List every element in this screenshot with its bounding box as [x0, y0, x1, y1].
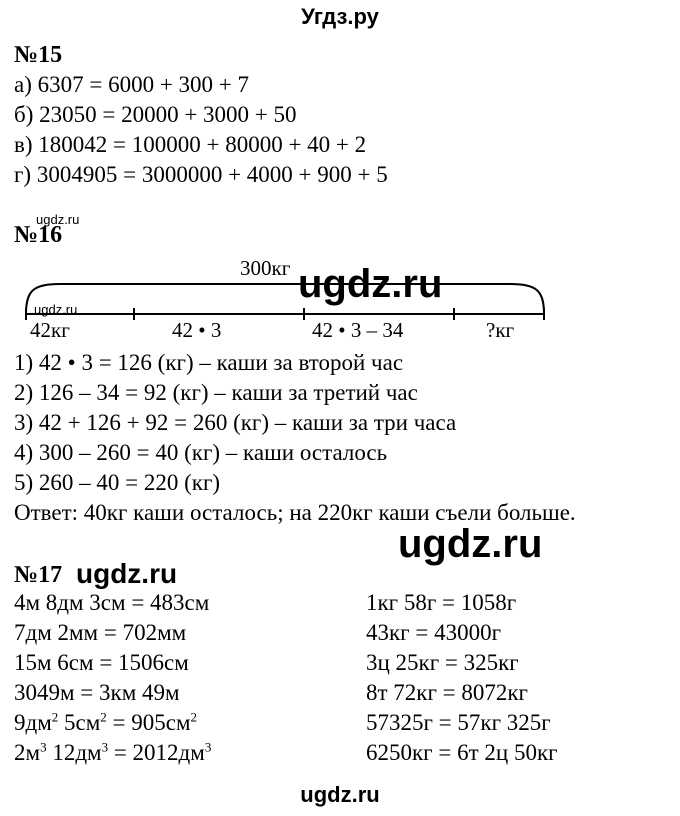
p15-line-g: г) 3004905 = 3000000 + 4000 + 900 + 5 — [14, 162, 388, 187]
p17-right-6: 6250кг = 6т 2ц 50кг — [366, 740, 558, 765]
segment-label-2: 42 • 3 — [172, 318, 222, 342]
watermark-large: ugdz.ru — [298, 262, 443, 306]
watermark-small: ugdz.ru — [36, 212, 80, 227]
segment-label-1: 42кг — [30, 318, 70, 342]
segment-label-3: 42 • 3 – 34 — [312, 318, 404, 342]
problem-17-title: №17 — [14, 562, 63, 588]
segment-label-4: ?кг — [486, 318, 515, 342]
p17-right-4: 8т 72кг = 8072кг — [366, 680, 528, 705]
p15-line-b: б) 23050 = 20000 + 3000 + 50 — [14, 102, 297, 127]
p16-step-4: 4) 300 – 260 = 40 (кг) – каши осталось — [14, 440, 388, 465]
p17-left-6: $2м^3$ $12дм^3 = 2012дм^3$ — [14, 739, 212, 765]
p16-step-3: 3) 42 + 126 + 92 = 260 (кг) – каши за три часа — [14, 410, 457, 435]
diagram-brace — [26, 284, 544, 314]
watermark-small: ugdz.ru — [34, 302, 78, 317]
p17-right-1: 1кг 58г = 1058г — [366, 590, 517, 615]
p17-right-2: 43кг = 43000г — [366, 620, 502, 645]
site-footer: ugdz.ru — [300, 782, 380, 807]
watermark-medium: ugdz.ru — [76, 558, 178, 589]
p16-step-5: 5) 260 – 40 = 220 (кг) — [14, 470, 221, 495]
p17-left-3: 15м 6см = 1506см — [14, 650, 189, 675]
p17-right-5: 57325г = 57кг 325г — [366, 710, 551, 735]
p17-right-3: 3ц 25кг = 325кг — [366, 650, 519, 675]
p15-line-v: в) 180042 = 100000 + 80000 + 40 + 2 — [14, 132, 367, 157]
p15-line-a: а) 6307 = 6000 + 300 + 7 — [14, 72, 250, 97]
p16-answer: Ответ: 40кг каши осталось; на 220кг каши съели больше. — [14, 500, 576, 525]
p16-step-2: 2) 126 – 34 = 92 (кг) – каши за третий час — [14, 380, 418, 405]
p17-left-2: 7дм 2мм = 702мм — [14, 620, 187, 645]
problem-15-title: №15 — [14, 42, 63, 68]
p17-left-1: 4м 8дм 3см = 483см — [14, 590, 210, 615]
p16-step-1: 1) 42 • 3 = 126 (кг) – каши за второй час — [14, 350, 404, 375]
problem-16-title: №16 — [14, 222, 63, 248]
p17-left-5: $9дм^2$ $5см^2 = 905см^2$ — [14, 709, 198, 735]
diagram-total-label: 300кг — [240, 256, 291, 280]
p17-left-4: 3049м = 3км 49м — [14, 680, 180, 705]
segment-diagram — [20, 270, 550, 320]
watermark-large: ugdz.ru — [398, 522, 543, 566]
site-header: Угдз.ру — [301, 4, 379, 29]
